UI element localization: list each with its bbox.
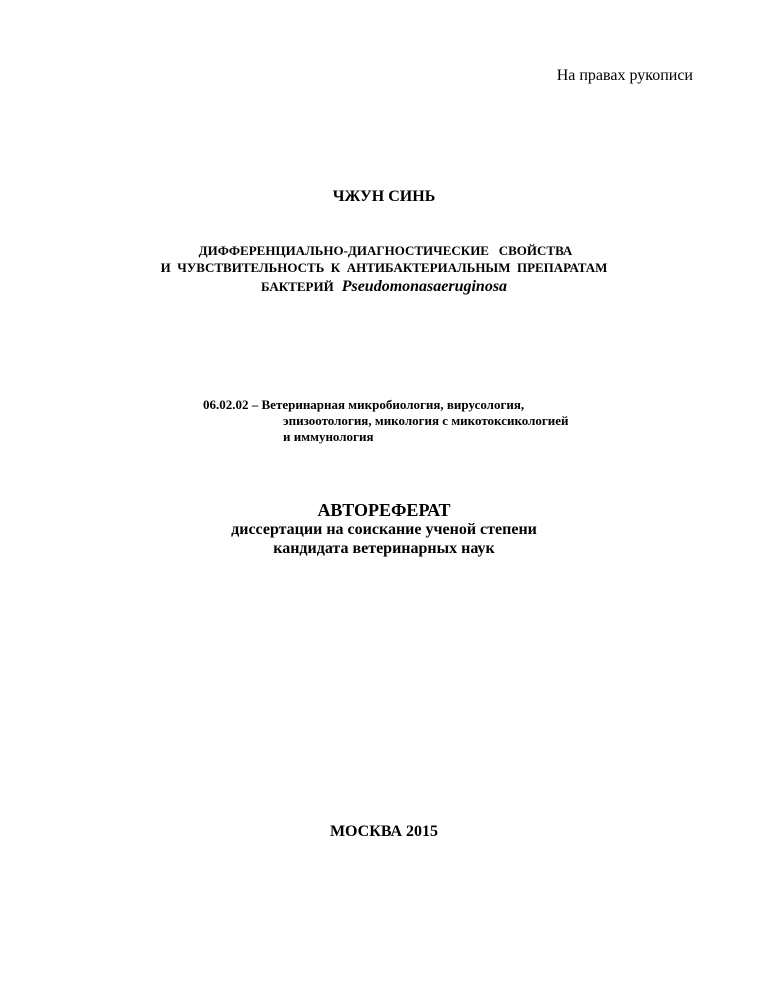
title-line-3	[0, 276, 768, 298]
dissertation-title	[0, 242, 768, 298]
city-year: МОСКВА 2015	[329, 823, 439, 840]
degree-line-2: кандидата ветеринарных наук	[273, 540, 495, 557]
specialty-line-3: и иммунология	[283, 429, 374, 444]
degree-line-1: диссертации на соискание ученой степени	[231, 521, 537, 538]
document-type-heading: АВТОРЕФЕРАТ	[317, 500, 451, 520]
title-line-2: И ЧУВСТВИТЕЛЬНОСТЬ К АНТИБАКТЕРИАЛЬНЫМ ПРЕПАРАТАМ	[160, 260, 608, 275]
specialty-code	[203, 397, 569, 445]
title-line-3-prefix: БАКТЕРИЙ	[260, 279, 334, 294]
title-line-1: ДИФФЕРЕНЦИАЛЬНО-ДИАГНОСТИЧЕСКИЕ СВОЙСТВА	[198, 243, 573, 258]
degree-description	[0, 520, 768, 558]
specialty-line-2: эпизоотология, микология с микотоксикологией	[283, 413, 569, 428]
specialty-line-1: 06.02.02 – Ветеринарная микробиология, вирусология,	[203, 397, 525, 412]
author-name: ЧЖУН СИНЬ	[332, 188, 436, 205]
bacteria-latin-name: Pseudomonasaeruginosa	[341, 278, 508, 295]
manuscript-rights-note: На правах рукописи	[556, 67, 693, 84]
